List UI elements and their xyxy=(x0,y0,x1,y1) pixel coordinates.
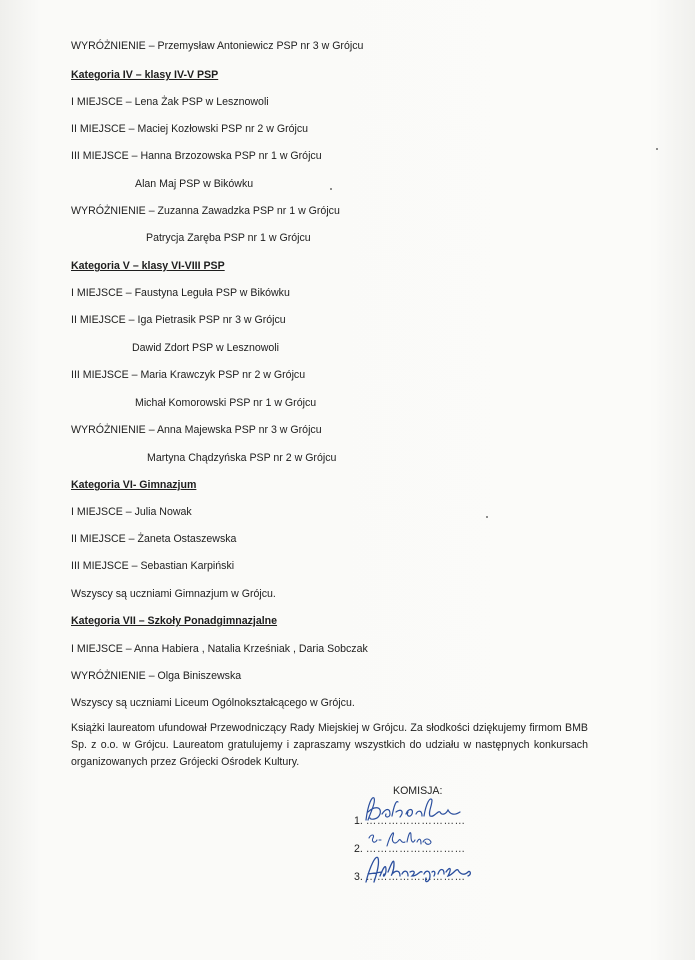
result-line: II MIEJSCE – Żaneta Ostaszewska xyxy=(71,533,237,545)
scan-speck xyxy=(486,516,488,518)
result-line: I MIEJSCE – Faustyna Leguła PSP w Bikówku xyxy=(71,287,290,299)
result-line: WYRÓŻNIENIE – Olga Biniszewska xyxy=(71,670,242,682)
result-line: II MIEJSCE – Iga Pietrasik PSP nr 3 w Grójcu xyxy=(71,314,286,326)
member-number: 2. xyxy=(354,843,363,855)
signature-3 xyxy=(360,850,480,890)
result-line: WYRÓŻNIENIE – Zuzanna Zawadzka PSP nr 1 w Grójcu xyxy=(71,205,340,217)
result-line: Martyna Chądzyńska PSP nr 2 w Grójcu xyxy=(147,452,337,464)
result-line: I MIEJSCE – Julia Nowak xyxy=(71,506,192,518)
category-heading: Kategoria IV – klasy IV-V PSP xyxy=(71,69,219,81)
scan-speck xyxy=(330,188,332,190)
result-line: Alan Maj PSP w Bikówku xyxy=(135,178,254,190)
signature-line: ……………………… xyxy=(365,871,466,883)
result-line: II MIEJSCE – Maciej Kozłowski PSP nr 2 w Grójcu xyxy=(71,123,309,135)
result-line: III MIEJSCE – Hanna Brzozowska PSP nr 1 w Grójcu xyxy=(71,150,322,162)
result-line: WYRÓŻNIENIE – Anna Majewska PSP nr 3 w Grójcu xyxy=(71,424,322,436)
scan-speck xyxy=(656,148,658,150)
result-line: Wszyscy są uczniami Liceum Ogólnokształcącego w Grójcu. xyxy=(71,697,355,709)
result-line: III MIEJSCE – Sebastian Karpiński xyxy=(71,560,235,572)
category-heading: Kategoria VI- Gimnazjum xyxy=(71,479,197,491)
result-line: Dawid Zdort PSP w Lesznowoli xyxy=(132,342,280,354)
commission-label: KOMISJA: xyxy=(393,785,443,797)
result-line: I MIEJSCE – Lena Żak PSP w Lesznowoli xyxy=(71,96,269,108)
result-line: WYRÓŻNIENIE – Przemysław Antoniewicz PSP nr 3 w Grójcu xyxy=(71,40,364,52)
result-line: Patrycja Zaręba PSP nr 1 w Grójcu xyxy=(146,232,311,244)
member-number: 1. xyxy=(354,815,363,827)
category-heading: Kategoria V – klasy VI-VIII PSP xyxy=(71,260,225,272)
result-line: Wszyscy są uczniami Gimnazjum w Grójcu. xyxy=(71,588,276,600)
result-line: III MIEJSCE – Maria Krawczyk PSP nr 2 w Grójcu xyxy=(71,369,306,381)
signature-1 xyxy=(360,790,470,830)
result-line: Michał Komorowski PSP nr 1 w Grójcu xyxy=(135,397,317,409)
result-line: I MIEJSCE – Anna Habiera , Natalia Krześniak , Daria Sobczak xyxy=(71,643,368,655)
category-heading: Kategoria VII – Szkoły Ponadgimnazjalne xyxy=(71,615,278,627)
member-number: 3. xyxy=(354,871,363,883)
signature-line: ……………………… xyxy=(365,843,466,855)
closing-paragraph: Książki laureatom ufundował Przewodniczący Rady Miejskiej w Grójcu. Za słodkości dziękujemy firmom BMB Sp. z o.o. w Grójcu. Laureatom gratulujemy i zapraszamy wszystkich do udziału w następnych konkursach organizowanych przez Grójecki Ośrodek Kultury. xyxy=(71,722,588,768)
signature-line: ……………………… xyxy=(365,815,466,827)
